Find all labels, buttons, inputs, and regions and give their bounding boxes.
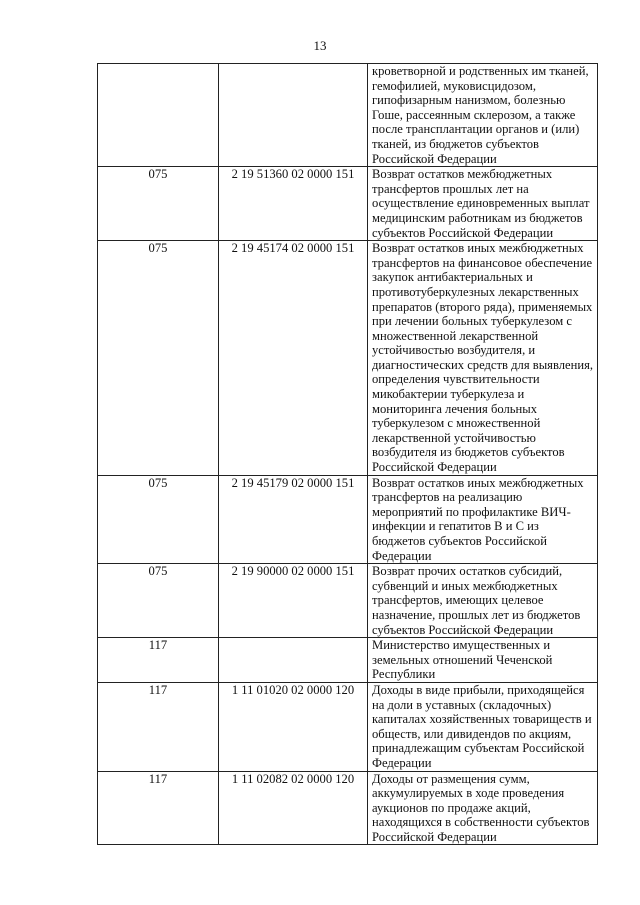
table-row <box>98 475 598 564</box>
income-name-cell: Возврат прочих остатков субсидий, субвенций и иных межбюджетных трансфертов, имеющих целевое назначение, прошлых лет из бюджетов субъектов Российской Федерации <box>368 564 598 638</box>
admin-code-cell <box>98 64 219 167</box>
table-body <box>98 64 598 845</box>
budget-codes-table <box>97 63 598 845</box>
income-name-cell: Доходы в виде прибыли, приходящейся на доли в уставных (складочных) капиталах хозяйственных товариществ и обществ, или дивидендов по акциям, принадлежащим субъектам Российской Федерации <box>368 682 598 771</box>
admin-code-cell: 075 <box>98 167 219 241</box>
admin-code-cell: 075 <box>98 475 219 564</box>
admin-code-cell: 117 <box>98 771 219 845</box>
income-name-cell: Министерство имущественных и земельных отношений Чеченской Республики <box>368 638 598 683</box>
table-row <box>98 167 598 241</box>
income-name-cell: Возврат остатков иных межбюджетных трансфертов на реализацию мероприятий по профилактике ВИЧ-инфекции и гепатитов B и C из бюджетов субъектов Российской Федерации <box>368 475 598 564</box>
admin-code-cell: 075 <box>98 564 219 638</box>
admin-code-cell: 117 <box>98 682 219 771</box>
budget-code-cell: 1 11 02082 02 0000 120 <box>219 771 368 845</box>
budget-code-cell: 2 19 45174 02 0000 151 <box>219 241 368 476</box>
table-row <box>98 638 598 683</box>
table-row <box>98 564 598 638</box>
table-row <box>98 682 598 771</box>
budget-code-cell <box>219 64 368 167</box>
income-name-cell: Возврат остатков иных межбюджетных трансфертов на финансовое обеспечение закупок антибактериальных и противотуберкулезных лекарственных препаратов (второго ряда), применяемых при лечении больных туберкулезом с множественной лекарственной устойчивостью возбудителя, и диагностических средств для выявления, определения чувствительности микобактерии туберкулеза и мониторинга лечения больных туберкулезом с множественной лекарственной устойчивостью возбудителя из бюджетов субъектов Российской Федерации <box>368 241 598 476</box>
admin-code-cell: 117 <box>98 638 219 683</box>
income-name-cell: кроветворной и родственных им тканей, гемофилией, муковисцидозом, гипофизарным нанизмом, болезнью Гоше, рассеянным склерозом, а также после трансплантации органов и (или) тканей, из бюджетов субъектов Российской Федерации <box>368 64 598 167</box>
table-row <box>98 64 598 167</box>
page-number: 13 <box>313 38 327 53</box>
budget-code-cell <box>219 638 368 683</box>
budget-code-cell: 2 19 45179 02 0000 151 <box>219 475 368 564</box>
budget-code-cell: 2 19 51360 02 0000 151 <box>219 167 368 241</box>
income-name-cell: Доходы от размещения сумм, аккумулируемых в ходе проведения аукционов по продаже акций, находящихся в собственности субъектов Российской Федерации <box>368 771 598 845</box>
budget-code-cell: 2 19 90000 02 0000 151 <box>219 564 368 638</box>
admin-code-cell: 075 <box>98 241 219 476</box>
budget-code-cell: 1 11 01020 02 0000 120 <box>219 682 368 771</box>
table-row <box>98 241 598 476</box>
table-row <box>98 771 598 845</box>
income-name-cell: Возврат остатков межбюджетных трансфертов прошлых лет на осуществление единовременных выплат медицинским работникам из бюджетов субъектов Российской Федерации <box>368 167 598 241</box>
